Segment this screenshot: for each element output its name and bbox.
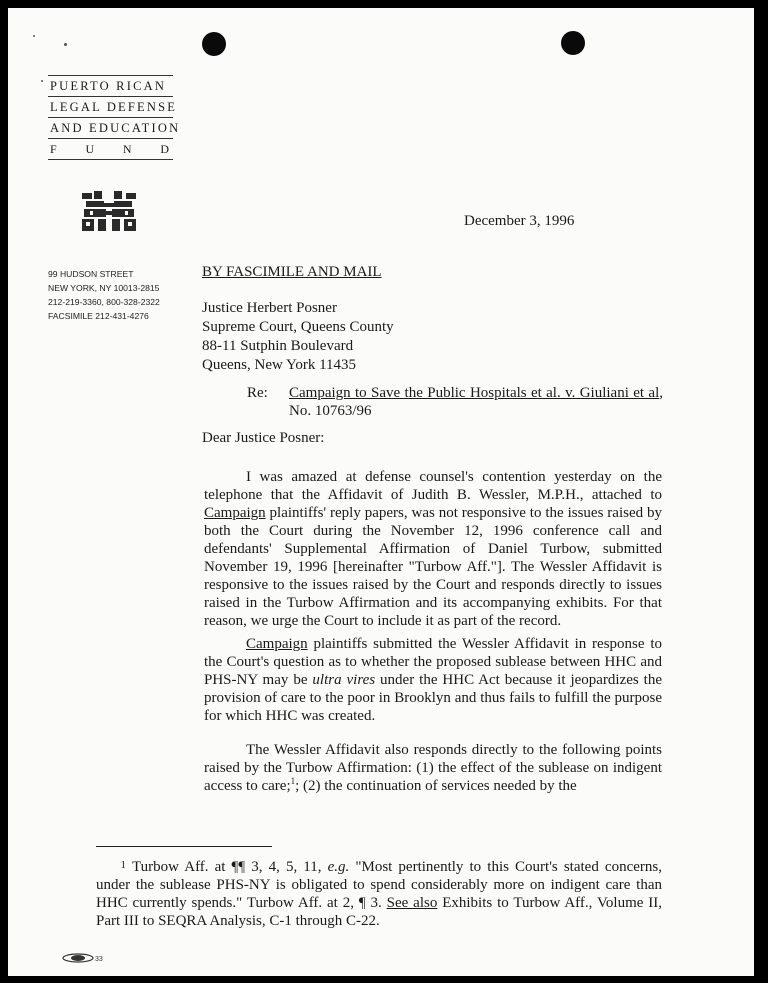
re-case-number: , No. 10763/96 [289,385,663,419]
pr-ldef-logo-icon [80,191,138,231]
recipient-line: Supreme Court, Queens County [202,319,394,335]
body-paragraph-3 [204,741,662,795]
paragraph-text: under the HHC Act because it jeopardizes the provision of care to the poor in Brooklyn and thus fails to fulfill the purpose for which HHC was created. [204,672,662,724]
footnote-see-also: See also [386,895,438,911]
footnote-italic: e.g. [327,859,350,875]
footnote-text: Exhibits to Turbow Aff., Volume II, Part III to SEQRA Analysis, C-1 through C-22. [96,895,663,929]
address-fax: FACSIMILE 212-431-4276 [48,311,149,321]
italic-phrase: ultra vires [312,672,376,688]
organization-letterhead [48,75,181,160]
footnote-reference: 1 [290,776,296,786]
re-case-name: Campaign to Save the Public Hospitals et al. v. Giuliani et al [289,385,660,401]
fund-letter: F [50,142,57,156]
union-bug-icon [62,953,106,963]
body-paragraph-1 [204,468,662,630]
org-name-line-1: PUERTO RICAN [50,79,167,93]
recipient-line: Justice Herbert Posner [202,300,337,316]
paragraph-text: plaintiffs' reply papers, was not responsive to the issues raised by both the Court during the November 12, 1996 conference call and defendants' Supplemental Affirmation of Daniel Turbow, submitted November 19, 1996 [hereinafter "Turbow Aff."]. The Wessler Affidavit is responsive to the issues raised by the Court and responds directly to issues raised in the Turbow Affirmation and its accompanying exhibits. For that reason, we urge the Court to include it as part of the record. [204,505,662,629]
footnote-text: "Most pertinently to this Court's stated concerns, under the sublease PHS-NY is obligated to spend considerably more on indigent care than HHC currently spends." Turbow Aff. at 2, ¶ 3. [96,859,662,911]
address-street: 99 HUDSON STREET [48,269,134,279]
address-city: NEW YORK, NY 10013-2815 [48,283,160,293]
re-label: Re: [247,385,268,401]
paragraph-text: I was amazed at defense counsel's contention yesterday on the telephone that the Affidavit of Judith B. Wessler, M.P.H., attached to [204,469,662,503]
org-name-line-3: AND EDUCATION [50,121,181,135]
body-paragraph-2 [204,635,662,725]
letter-page [8,8,754,976]
campaign-underlined: Campaign [204,505,266,521]
footnote-mark: 1 [120,859,126,871]
fund-letter: U [85,142,95,156]
union-bug-number: 33 [95,956,103,963]
delivery-method: BY FASCIMILE AND MAIL [202,264,382,280]
salutation: Dear Justice Posner: [202,430,325,446]
re-line [247,384,663,420]
org-name-line-2: LEGAL DEFENSE [50,100,178,114]
paragraph-text: The Wessler Affidavit also responds directly to the following points raised by the Turbow Affirmation: (1) the effect of the sublease on indigent access to care; [204,742,662,794]
paragraph-text: ; (2) the continuation of services needed by the [295,778,577,794]
footnote [96,858,662,930]
fund-letter: N [122,142,132,156]
letter-date: December 3, 1996 [464,213,575,229]
recipient-address [202,299,394,375]
recipient-line: Queens, New York 11435 [202,357,357,373]
punch-hole-left [202,32,226,56]
recipient-line: 88-11 Sutphin Boulevard [202,338,354,354]
org-name-fund [48,139,173,159]
footnote-text: Turbow Aff. at ¶¶ 3, 4, 5, 11, [132,859,328,875]
fund-letter: D [160,142,169,156]
org-address [48,267,160,323]
punch-hole-right [561,31,585,55]
address-phone: 212-219-3360, 800-328-2322 [48,297,160,307]
campaign-underlined: Campaign [246,636,308,652]
footnote-divider [96,846,272,847]
re-case [289,384,663,420]
paragraph-text: plaintiffs submitted the Wessler Affidavit in response to the Court's question as to whether the proposed sublease between HHC and PHS-NY may be [204,636,662,688]
